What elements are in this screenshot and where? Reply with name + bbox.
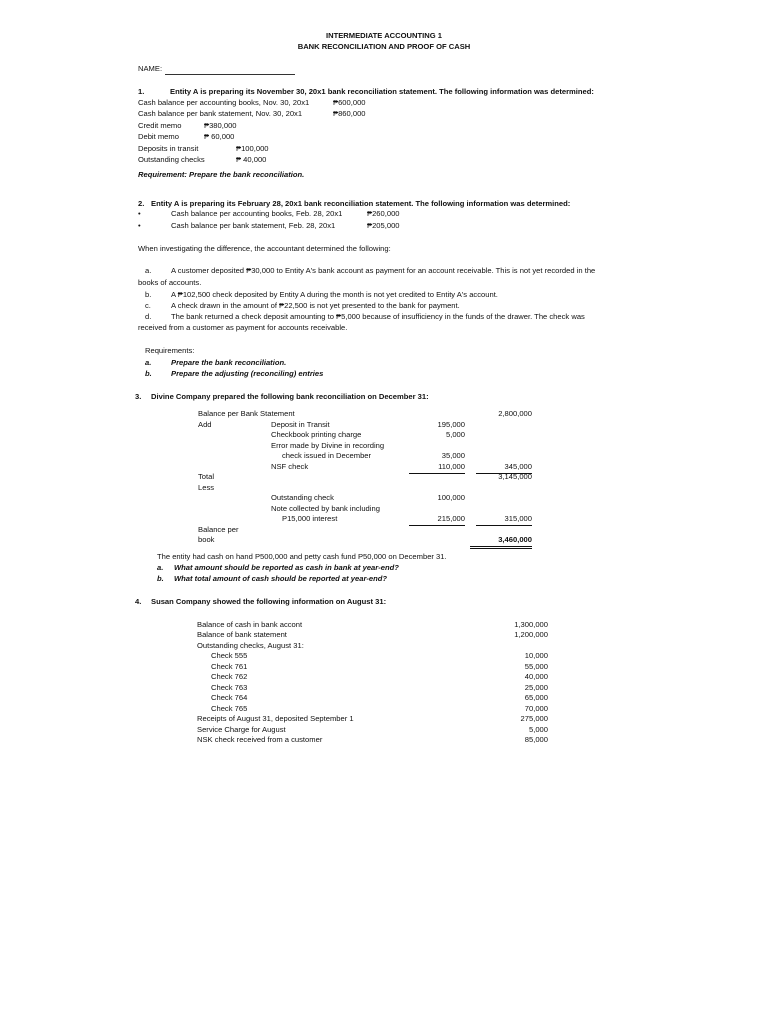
- q4-row-amount: 65,000: [524, 693, 548, 702]
- q3-less-item-label: P15,000 interest: [282, 514, 338, 523]
- q4-row-amount: 275,000: [520, 714, 548, 723]
- q2-item-text: A check drawn in the amount of ₱22,500 is not yet presented to the bank for payment.: [171, 301, 460, 310]
- q1-row-value: ₱600,000: [333, 98, 366, 107]
- q1-row-label: Outstanding checks: [138, 155, 205, 164]
- q1-row-value: ₱100,000: [236, 144, 269, 153]
- q3-number: 3.: [135, 392, 142, 401]
- q4-number: 4.: [135, 597, 142, 606]
- q2-item-text-cont: books of accounts.: [138, 278, 202, 287]
- q2-req-text: Prepare the bank reconciliation.: [171, 358, 287, 367]
- q3-balance-book-amount: 3,460,000: [470, 535, 532, 549]
- q2-intro: When investigating the difference, the accountant determined the following:: [138, 244, 391, 253]
- q4-row-amount: 25,000: [524, 683, 548, 692]
- q2-item-letter: b.: [145, 290, 152, 299]
- q4-row-label: Check 762: [211, 672, 248, 681]
- q3-less-item-amount: 100,000: [437, 493, 465, 502]
- q3-add-item-label: NSF check: [271, 462, 309, 471]
- q3-balance-book-label: Balance per: [198, 525, 239, 534]
- q3-req-text: What total amount of cash should be reported at year-end?: [174, 574, 388, 583]
- q1-row-label: Cash balance per bank statement, Nov. 30, 20x1: [138, 109, 303, 118]
- q4-row-label: Outstanding checks, August 31:: [197, 641, 304, 650]
- q2-req-letter: b.: [145, 369, 152, 378]
- q4-row-label: Service Charge for August: [197, 725, 286, 734]
- q3-add-label: Add: [198, 420, 212, 429]
- q1-heading: Entity A is preparing its November 30, 20x1 bank reconciliation statement. The following information was determined:: [170, 87, 594, 96]
- q3-balance-bank-label: Balance per Bank Statement: [198, 409, 295, 418]
- name-label: NAME:: [138, 64, 163, 73]
- q1-row-label: Cash balance per accounting books, Nov. 30, 20x1: [138, 98, 310, 107]
- q4-row-label: Check 765: [211, 704, 248, 713]
- q3-less-item-label: Outstanding check: [271, 493, 334, 502]
- q2-bullet-value: ₱260,000: [367, 209, 400, 218]
- q1-row-value: ₱ 40,000: [236, 155, 267, 164]
- q2-number: 2.: [138, 199, 145, 208]
- q1-row-value: ₱860,000: [333, 109, 366, 118]
- q4-heading: Susan Company showed the following information on August 31:: [151, 597, 387, 606]
- q4-row-amount: 40,000: [524, 672, 548, 681]
- q4-row-label: NSK check received from a customer: [197, 735, 323, 744]
- q3-less-item-amount: 215,000: [409, 514, 465, 526]
- q4-row-amount: 85,000: [524, 735, 548, 744]
- q4-row-label: Receipts of August 31, deposited September 1: [197, 714, 354, 723]
- q2-bullet-label: Cash balance per bank statement, Feb. 28, 20x1: [171, 221, 336, 230]
- q4-row-label: Check 763: [211, 683, 248, 692]
- q2-item-text: The bank returned a check deposit amounting to ₱5,000 because of insufficiency in the funds of the drawer. The check was: [171, 312, 585, 321]
- q3-total-label: Total: [198, 472, 215, 481]
- q3-balance-bank-amount: 2,800,000: [498, 409, 532, 418]
- q3-less-item-label: Note collected by bank including: [271, 504, 380, 513]
- q4-row-amount: 10,000: [524, 651, 548, 660]
- q2-item-text-cont: received from a customer as payment for accounts receivable.: [138, 323, 348, 332]
- q4-row-amount: 5,000: [528, 725, 548, 734]
- q2-item-letter: c.: [145, 301, 151, 310]
- q3-add-total: 345,000: [476, 462, 532, 474]
- q2-heading: Entity A is preparing its February 28, 20x1 bank reconciliation statement. The following information was determined:: [151, 199, 571, 208]
- q1-row-label: Debit memo: [138, 132, 179, 141]
- q2-item-text: A customer deposited ₱30,000 to Entity A's bank account as payment for an account receivable. This is not yet recorded in the: [171, 266, 596, 275]
- q1-requirement: Requirement: Prepare the bank reconciliation.: [138, 170, 305, 179]
- document-title: INTERMEDIATE ACCOUNTING 1: [325, 31, 442, 40]
- q1-row-value: ₱380,000: [204, 121, 237, 130]
- q3-less-total: 315,000: [476, 514, 532, 526]
- q3-req-letter: b.: [157, 574, 164, 583]
- q3-add-item-label: Deposit in Transit: [271, 420, 330, 429]
- q2-requirements-label: Requirements:: [145, 346, 195, 355]
- q3-total-amount: 3,145,000: [498, 472, 532, 481]
- q1-number: 1.: [138, 87, 145, 96]
- bullet-icon: •: [138, 209, 141, 218]
- q4-row-amount: 70,000: [524, 704, 548, 713]
- q3-add-item-label: check issued in December: [282, 451, 372, 460]
- q4-row-label: Balance of cash in bank accont: [197, 620, 303, 629]
- q3-req-letter: a.: [157, 563, 164, 572]
- q2-item-letter: d.: [145, 312, 152, 321]
- q2-bullet-value: ₱205,000: [367, 221, 400, 230]
- q4-row-amount: 1,200,000: [514, 630, 548, 639]
- q4-row-label: Check 555: [211, 651, 248, 660]
- name-blank: [165, 66, 295, 75]
- q2-req-text: Prepare the adjusting (reconciling) entries: [171, 369, 324, 378]
- q4-row-label: Check 761: [211, 662, 248, 671]
- document-subtitle: BANK RECONCILIATION AND PROOF OF CASH: [297, 42, 471, 51]
- q3-note: The entity had cash on hand P500,000 and petty cash fund P50,000 on December 31.: [157, 552, 447, 561]
- q2-item-text: A ₱102,500 check deposited by Entity A during the month is not yet credited to Entity A's account.: [171, 290, 498, 299]
- name-line: [138, 64, 295, 75]
- q3-add-item-amount: 195,000: [437, 420, 465, 429]
- q4-row-label: Balance of bank statement: [197, 630, 287, 639]
- q1-row-label: Deposits in transit: [138, 144, 199, 153]
- q3-add-item-amount: 35,000: [441, 451, 465, 460]
- q1-row-label: Credit memo: [138, 121, 182, 130]
- q3-add-item-label: Checkbook printing charge: [271, 430, 362, 439]
- q2-req-letter: a.: [145, 358, 152, 367]
- q4-row-label: Check 764: [211, 693, 248, 702]
- q1-row-value: ₱ 60,000: [204, 132, 235, 141]
- q4-row-amount: 1,300,000: [514, 620, 548, 629]
- q3-add-item-amount: 5,000: [445, 430, 465, 439]
- q2-item-letter: a.: [145, 266, 152, 275]
- q3-req-text: What amount should be reported as cash in bank at year-end?: [174, 563, 399, 572]
- q2-bullet-label: Cash balance per accounting books, Feb. 28, 20x1: [171, 209, 343, 218]
- q3-less-label: Less: [198, 483, 215, 492]
- q3-heading: Divine Company prepared the following bank reconciliation on December 31:: [151, 392, 429, 401]
- q3-add-item-label: Error made by Divine in recording: [271, 441, 385, 450]
- q4-row-amount: 55,000: [524, 662, 548, 671]
- q3-add-item-amount: 110,000: [409, 462, 465, 474]
- q3-balance-book-label-cont: book: [198, 535, 215, 544]
- bullet-icon: •: [138, 221, 141, 230]
